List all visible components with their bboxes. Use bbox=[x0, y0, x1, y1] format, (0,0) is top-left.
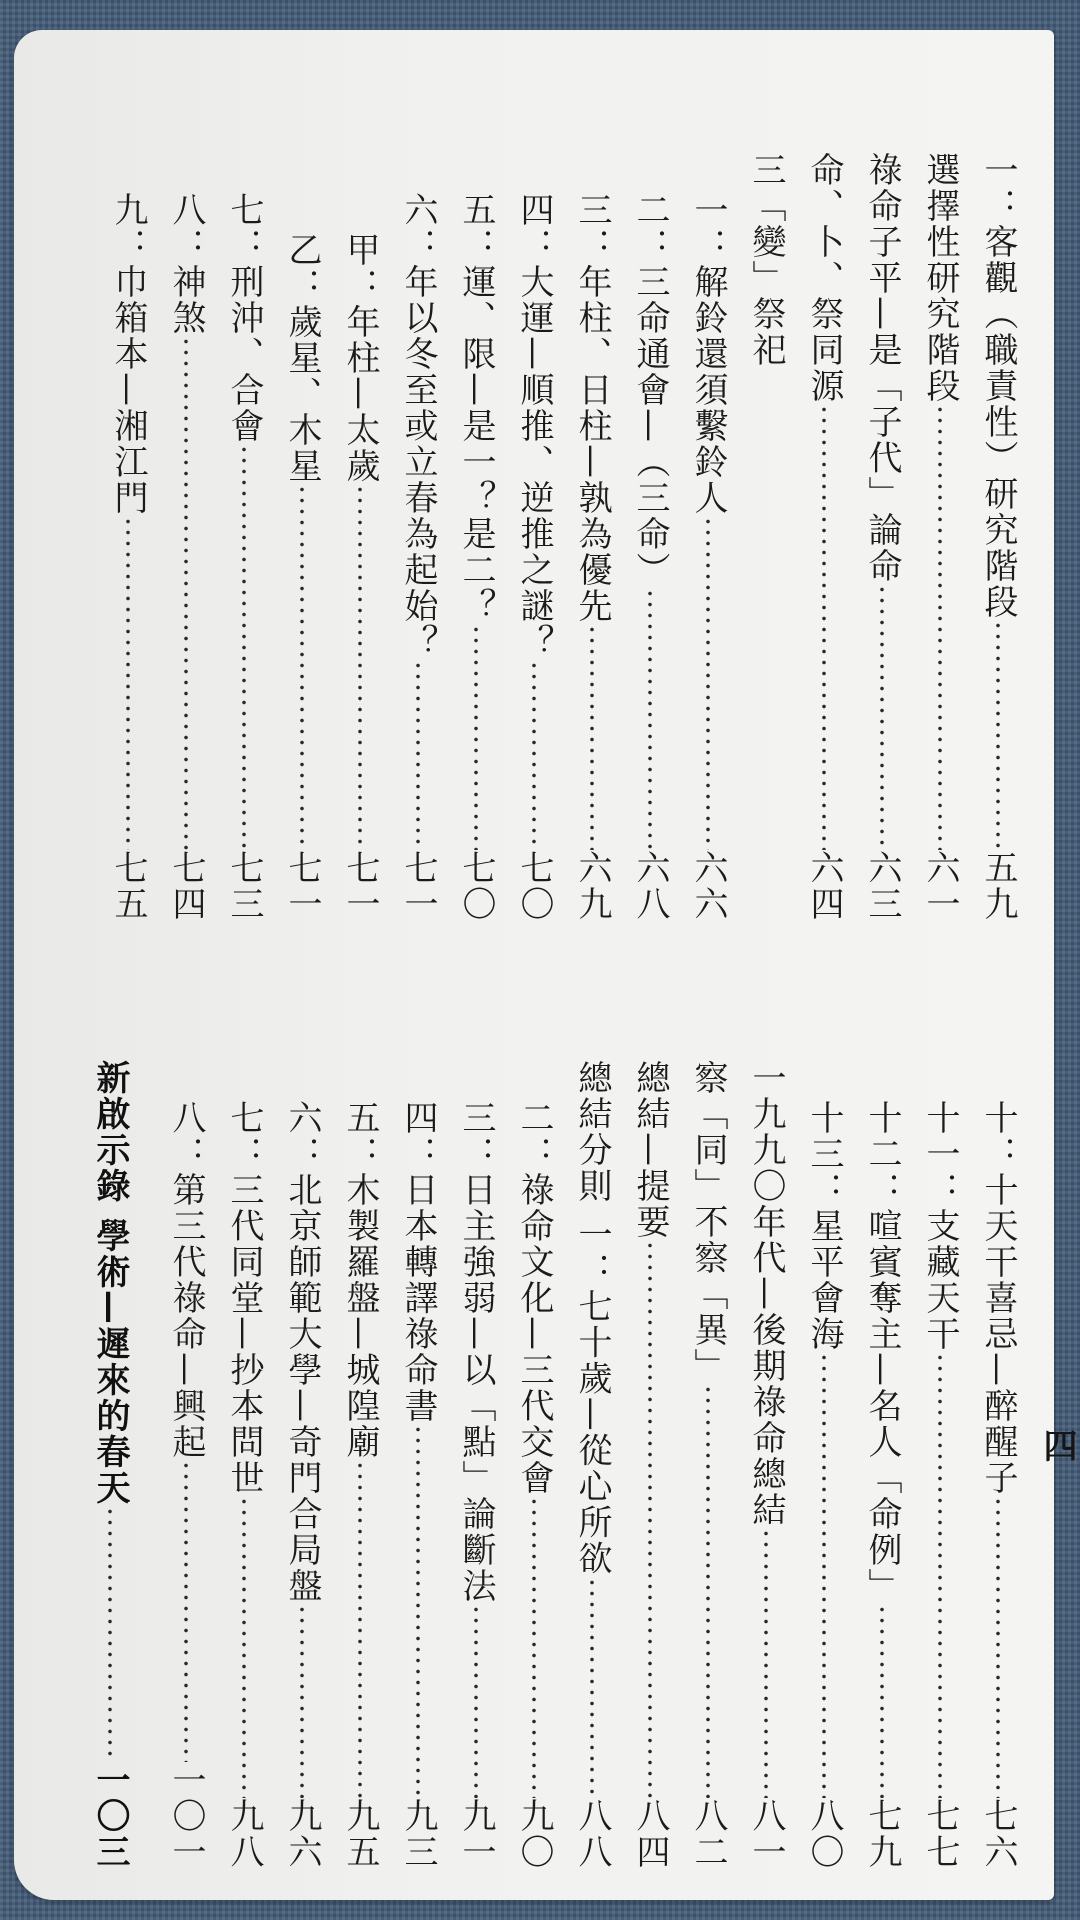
toc-entry-title: 十二：喧賓奪主—名人「命例」 bbox=[862, 1100, 902, 1604]
toc-entry bbox=[686, 1060, 730, 1870]
toc-entry-page: 八四 bbox=[630, 1798, 670, 1870]
toc-entry bbox=[512, 1100, 556, 1870]
toc-entry bbox=[628, 1060, 672, 1870]
leader-dots bbox=[184, 1460, 188, 1762]
toc-entry-page: 六六 bbox=[688, 850, 728, 922]
leader-dots bbox=[648, 1240, 652, 1798]
toc-entry bbox=[222, 1100, 266, 1870]
leader-dots bbox=[880, 1604, 884, 1798]
leader-dots bbox=[590, 624, 594, 850]
toc-entry-title: 五：木製羅盤—城隍廟 bbox=[340, 1100, 380, 1460]
leader-dots bbox=[764, 1528, 768, 1798]
toc-entry-title: 選擇性研究階段 bbox=[920, 152, 960, 404]
toc-entry bbox=[280, 1100, 324, 1870]
leader-dots bbox=[474, 624, 478, 850]
toc-entry-title: 七：刑沖、合會 bbox=[224, 192, 264, 444]
leader-dots bbox=[242, 1496, 246, 1798]
toc-entry bbox=[570, 192, 614, 922]
toc-entry-page: 九一 bbox=[456, 1798, 496, 1870]
toc-entry-page: 八一 bbox=[746, 1798, 786, 1870]
toc-entry-title: 三「變」祭祀 bbox=[746, 152, 786, 368]
toc-entry-page: 六四 bbox=[804, 850, 844, 922]
toc-entry-page: 七一 bbox=[398, 850, 438, 922]
toc-entry-title: 命、卜、祭同源 bbox=[804, 152, 844, 404]
toc-entry-title: 八：第三代祿命—興起 bbox=[166, 1100, 206, 1460]
toc-entry bbox=[976, 1100, 1020, 1870]
toc-entry bbox=[802, 152, 846, 922]
toc-entry bbox=[628, 192, 672, 922]
toc-entry bbox=[454, 192, 498, 922]
toc-entry-page: 九八 bbox=[224, 1798, 264, 1870]
toc-entry-title: 六：年以冬至或立春為起始？ bbox=[398, 192, 438, 660]
toc-entry-page: 一〇三 bbox=[90, 1762, 130, 1870]
toc-entry bbox=[744, 152, 788, 922]
leader-dots bbox=[126, 516, 130, 850]
leader-dots bbox=[358, 1460, 362, 1798]
book-page bbox=[14, 30, 1077, 1900]
toc-entry-page: 七三 bbox=[224, 850, 264, 922]
toc-entry-bold bbox=[88, 1060, 132, 1870]
toc-entry-title: 三：年柱、日柱—孰為優先 bbox=[572, 192, 612, 624]
leader-dots bbox=[648, 588, 652, 850]
toc-entry bbox=[338, 1100, 382, 1870]
leader-dots bbox=[706, 516, 710, 850]
toc-entry-title: 三：日主強弱—以「點」論斷法 bbox=[456, 1100, 496, 1604]
toc-entry-title: 九：巾箱本—湘江門 bbox=[108, 192, 148, 516]
toc-entry-page: 五九 bbox=[978, 850, 1018, 922]
leader-dots bbox=[416, 660, 420, 850]
leader-dots bbox=[938, 1352, 942, 1798]
leader-dots bbox=[474, 1604, 478, 1798]
leader-dots bbox=[184, 336, 188, 850]
toc-entry-title: 察「同」不察「異」 bbox=[688, 1060, 728, 1384]
toc-entry-title: 六：北京師範大學—奇門合局盤 bbox=[282, 1100, 322, 1604]
toc-entry-page: 六八 bbox=[630, 850, 670, 922]
toc-entry-page: 七〇 bbox=[514, 850, 554, 922]
toc-entry bbox=[396, 1100, 440, 1870]
page-number-header: 四 bbox=[1037, 1428, 1077, 1462]
leader-dots bbox=[300, 484, 304, 850]
toc-entry-page: 八〇 bbox=[804, 1798, 844, 1870]
toc-entry-page: 七〇 bbox=[456, 850, 496, 922]
toc-entry bbox=[164, 192, 208, 922]
toc-entry-title: 四：日本轉譯祿命書 bbox=[398, 1100, 438, 1424]
toc-entry-page: 八八 bbox=[572, 1798, 612, 1870]
toc-entry-title: 總結—提要 bbox=[630, 1060, 670, 1240]
leader-dots bbox=[880, 584, 884, 850]
toc-entry-title: 七：三代同堂—抄本問世 bbox=[224, 1100, 264, 1496]
toc-entry bbox=[222, 192, 266, 922]
toc-entry-title: 甲：年柱—太歲 bbox=[340, 232, 380, 484]
leader-dots bbox=[938, 404, 942, 850]
toc-entry-title: 十一：支藏天干 bbox=[920, 1100, 960, 1352]
toc-entry bbox=[512, 192, 556, 922]
toc-entry-title: 二：三命通會—（三命） bbox=[630, 192, 670, 588]
toc-entry bbox=[396, 192, 440, 922]
toc-entry-page: 七九 bbox=[862, 1798, 902, 1870]
leader-dots bbox=[996, 1496, 1000, 1798]
toc-entry-title: 一：客觀（職責性）研究階段 bbox=[978, 152, 1018, 620]
toc-entry-page: 一〇一 bbox=[166, 1762, 206, 1870]
toc-entry-page: 六一 bbox=[920, 850, 960, 922]
toc-entry bbox=[744, 1060, 788, 1870]
toc-entry-title: 新啟示錄 學術—遲來的春天 bbox=[90, 1060, 130, 1506]
toc-entry-page: 九六 bbox=[282, 1798, 322, 1870]
toc-entry-title: 祿命子平—是「子代」論命 bbox=[862, 152, 902, 584]
leader-dots bbox=[590, 1577, 594, 1798]
toc-entry-page: 八二 bbox=[688, 1798, 728, 1870]
toc-entry-page: 六三 bbox=[862, 850, 902, 922]
toc-entry bbox=[106, 192, 150, 922]
leader-dots bbox=[532, 660, 536, 850]
toc-entry-title: 十三：星平會海 bbox=[804, 1100, 844, 1352]
toc-entry-page: 六九 bbox=[572, 850, 612, 922]
toc-entry bbox=[454, 1100, 498, 1870]
toc-entry-page: 七五 bbox=[108, 850, 148, 922]
toc-entry bbox=[918, 1100, 962, 1870]
toc-entry-page: 九三 bbox=[398, 1798, 438, 1870]
toc-entry-title: 一：解鈴還須繫鈴人 bbox=[688, 192, 728, 516]
toc-entry-title: 乙：歲星、木星 bbox=[282, 232, 322, 484]
leader-dots bbox=[706, 1384, 710, 1798]
toc-entry-page: 九五 bbox=[340, 1798, 380, 1870]
toc-entry bbox=[976, 152, 1020, 922]
leader-dots bbox=[300, 1604, 304, 1798]
toc-entry-title: 二：祿命文化—三代交會 bbox=[514, 1100, 554, 1496]
toc-entry-title: 十：十天干喜忌—醉醒子 bbox=[978, 1100, 1018, 1496]
leader-dots bbox=[532, 1496, 536, 1798]
toc-entry bbox=[338, 232, 382, 922]
toc-entry-title: 一九九〇年代—後期祿命總結 bbox=[746, 1060, 786, 1528]
toc-entry-title: 總結分則 一：七十歲—從心所欲 bbox=[572, 1060, 612, 1577]
toc-entry-page: 七四 bbox=[166, 850, 206, 922]
toc-entry bbox=[280, 232, 324, 922]
toc-entry-page: 七一 bbox=[282, 850, 322, 922]
leader-dots bbox=[822, 404, 826, 850]
leader-dots bbox=[358, 484, 362, 850]
toc-entry-page: 七六 bbox=[978, 1798, 1018, 1870]
leader-dots bbox=[996, 620, 1000, 850]
toc-entry-title: 五：運、限—是一？是二？ bbox=[456, 192, 496, 624]
toc-entry bbox=[164, 1100, 208, 1870]
toc-entry-page: 九〇 bbox=[514, 1798, 554, 1870]
toc-entry-page: 七一 bbox=[340, 850, 380, 922]
leader-dots bbox=[242, 444, 246, 850]
leader-dots bbox=[416, 1424, 420, 1798]
toc-entry-title: 八：神煞 bbox=[166, 192, 206, 336]
toc-entry bbox=[860, 1100, 904, 1870]
leader-dots bbox=[822, 1352, 826, 1798]
toc-entry-page: 七七 bbox=[920, 1798, 960, 1870]
leader-dots bbox=[108, 1506, 112, 1762]
toc-entry bbox=[686, 192, 730, 922]
toc-entry bbox=[860, 152, 904, 922]
toc-entry bbox=[918, 152, 962, 922]
toc-entry-title: 四：大運—順推、逆推之謎？ bbox=[514, 192, 554, 660]
toc-entry bbox=[802, 1100, 846, 1870]
toc-entry bbox=[570, 1060, 614, 1870]
